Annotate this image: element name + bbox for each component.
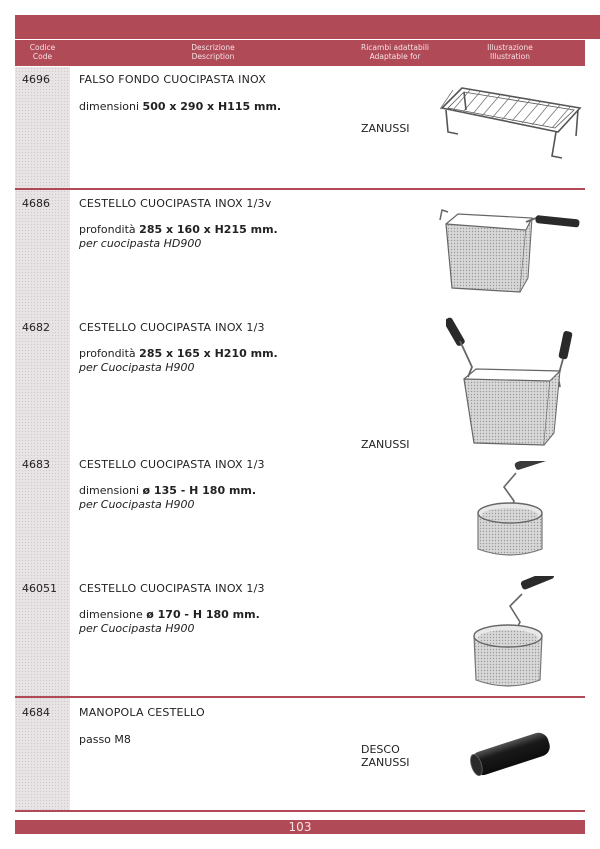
item-dimensions — [79, 347, 278, 360]
dim-label: dimensioni — [79, 484, 140, 497]
item-dimensions — [79, 223, 278, 236]
dim-label: profondità — [79, 223, 136, 236]
row-separator — [15, 810, 585, 812]
dim-label: passo M8 — [79, 733, 131, 746]
adaptable-header-en: Adaptable for — [369, 52, 421, 61]
round-basket-large-icon — [468, 576, 556, 692]
item-note: per Cuocipasta H900 — [79, 622, 195, 635]
item-note: per cuocipasta HD900 — [79, 237, 202, 250]
code-column-background — [15, 67, 70, 812]
item-title: CESTELLO CUOCIPASTA INOX 1/3 — [79, 582, 265, 595]
description-header-it: Descrizione — [191, 43, 235, 52]
item-dimensions — [79, 608, 260, 621]
table-header — [15, 40, 585, 66]
dim-label: dimensione — [79, 608, 143, 621]
edge-tab — [585, 15, 600, 39]
code-header-en: Code — [32, 52, 53, 61]
adaptable-for: ZANUSSI — [361, 122, 410, 135]
round-basket-icon — [470, 461, 554, 561]
adaptable-for: ZANUSSI — [361, 438, 410, 451]
adaptable-header-it: Ricambi adattabili — [361, 43, 429, 52]
item-code: 4696 — [22, 73, 50, 86]
description-header — [75, 43, 351, 61]
wire-rack-icon — [440, 80, 588, 162]
item-title: CESTELLO CUOCIPASTA INOX 1/3 — [79, 458, 265, 471]
item-code: 46051 — [22, 582, 57, 595]
adaptable-brand-1: DESCO — [361, 743, 400, 756]
code-header — [15, 43, 70, 61]
item-dimensions — [79, 484, 256, 497]
description-header-en: Description — [191, 52, 235, 61]
illustration-header-en: Illustration — [489, 52, 531, 61]
row-separator — [15, 696, 585, 698]
illustration-header — [455, 43, 565, 61]
adaptable-for — [361, 743, 410, 769]
item-code: 4684 — [22, 706, 50, 719]
row-separator — [15, 188, 585, 190]
item-code: 4686 — [22, 197, 50, 210]
item-title: MANOPOLA CESTELLO — [79, 706, 205, 719]
dim-label: profondità — [79, 347, 136, 360]
item-title: CESTELLO CUOCIPASTA INOX 1/3 — [79, 321, 265, 334]
item-code: 4682 — [22, 321, 50, 334]
item-dimensions — [79, 100, 281, 113]
item-title: CESTELLO CUOCIPASTA INOX 1/3v — [79, 197, 272, 210]
basket-double-handle-icon — [446, 315, 578, 449]
handle-knob-icon — [464, 722, 556, 782]
basket-single-handle-icon — [438, 206, 583, 298]
item-note: per Cuocipasta H900 — [79, 498, 195, 511]
page-number: 103 — [288, 820, 312, 834]
dim-label: dimensioni — [79, 100, 140, 113]
top-band — [15, 15, 585, 39]
item-code: 4683 — [22, 458, 50, 471]
dim-value: 500 x 290 x H115 mm. — [142, 100, 282, 113]
illustration-header-it: Illustrazione — [487, 43, 533, 52]
page-footer — [15, 820, 585, 834]
adaptable-header — [345, 43, 445, 61]
dim-value: 285 x 160 x H215 mm. — [139, 223, 278, 236]
code-header-it: Codice — [29, 43, 56, 52]
item-title: FALSO FONDO CUOCIPASTA INOX — [79, 73, 266, 86]
adaptable-brand-2: ZANUSSI — [361, 756, 410, 769]
dim-value: 285 x 165 x H210 mm. — [139, 347, 278, 360]
dim-value: ø 135 - H 180 mm. — [142, 484, 257, 497]
item-dimensions — [79, 733, 131, 746]
dim-value: ø 170 - H 180 mm. — [146, 608, 260, 621]
item-note: per Cuocipasta H900 — [79, 361, 195, 374]
